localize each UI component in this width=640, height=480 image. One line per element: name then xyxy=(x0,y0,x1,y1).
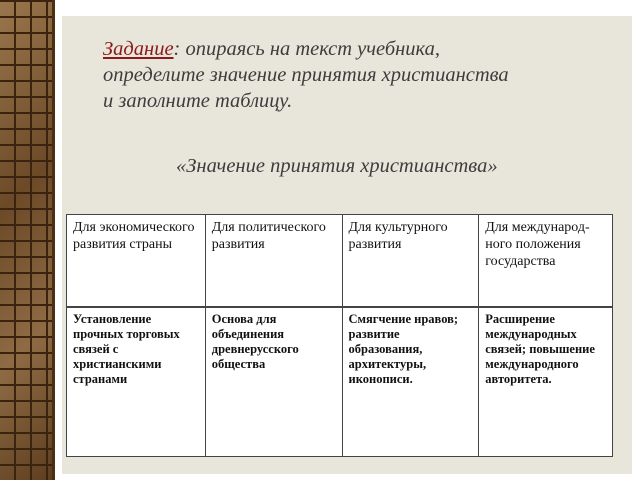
header-international: Для международ-ного положения государства xyxy=(479,215,613,308)
decorative-left-border xyxy=(0,0,52,480)
header-economic: Для экономического развития страны xyxy=(67,215,206,308)
table-row xyxy=(67,307,613,457)
table-title: «Значение принятия христианства» xyxy=(176,155,498,177)
cell-economic: Установление прочных торговых связей с христианскими странами xyxy=(67,307,206,457)
task-colon: : xyxy=(173,38,181,60)
task-title xyxy=(103,36,623,114)
table-header-row xyxy=(67,215,613,308)
header-political: Для политического развития xyxy=(205,215,342,308)
left-border-divider xyxy=(52,0,55,480)
task-line-2: определите значение принятия христианства xyxy=(103,64,509,86)
task-line-1: опираясь на текст учебника, xyxy=(180,38,441,60)
significance-table xyxy=(66,214,613,457)
header-cultural: Для культурного развития xyxy=(342,215,479,308)
task-line-3: и заполните таблицу. xyxy=(103,90,293,112)
cell-political: Основа для объединения древнерусского общества xyxy=(205,307,342,457)
cell-international: Расширение международных связей; повышение международного авторитета. xyxy=(479,307,613,457)
task-label: Задание xyxy=(103,38,174,60)
cell-cultural: Смягчение нравов; развитие образования, архитектуры, иконописи. xyxy=(342,307,479,457)
